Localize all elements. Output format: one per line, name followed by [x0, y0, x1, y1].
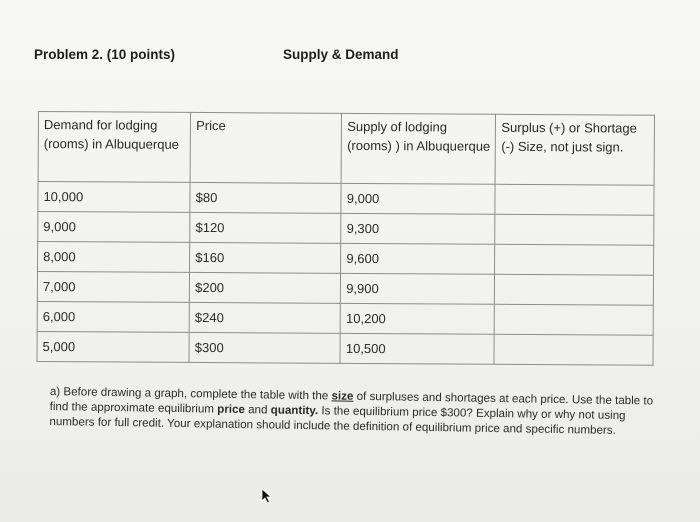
question-instructions [49, 385, 670, 439]
table-header-row [38, 112, 654, 186]
supply-demand-table [36, 111, 655, 366]
cell-demand: 5,000 [37, 331, 189, 362]
emphasis-quantity: quantity. [270, 403, 319, 418]
cell-surplus [495, 214, 654, 245]
header-supply: Supply of lodging (rooms) ) in Albuquerque [341, 113, 496, 184]
table-row [38, 182, 654, 216]
cell-supply: 9,300 [341, 213, 495, 244]
cell-surplus [494, 334, 653, 365]
page-title: Supply & Demand [283, 47, 399, 62]
instruction-text: Is the equilibrium price $300? Explain why or why not using numbers for full credit. Your explanation should include the definition of equilibrium price and specific numbers. [49, 404, 626, 437]
cell-demand: 10,000 [38, 182, 190, 213]
cell-price: $200 [190, 272, 341, 303]
instruction-text: a) Before drawing a graph, complete the table with the [49, 385, 332, 403]
cell-surplus [495, 274, 654, 305]
instruction-text: and [244, 402, 271, 417]
emphasis-price: price [217, 402, 246, 416]
header-demand: Demand for lodging (rooms) in Albuquerque [38, 112, 191, 183]
header-price: Price [190, 112, 342, 183]
cell-price: $80 [190, 182, 341, 213]
table-row [37, 272, 653, 306]
instruction-text: of surpluses and shortages at each price. Use the table to find the approximate equilibrium [49, 389, 654, 416]
cell-supply: 10,200 [340, 303, 494, 334]
cell-supply: 9,900 [341, 273, 495, 304]
cell-price: $160 [190, 242, 341, 273]
cell-price: $300 [189, 332, 340, 363]
cell-demand: 9,000 [38, 212, 190, 243]
cell-price: $240 [189, 302, 340, 333]
cell-surplus [495, 304, 654, 335]
table-row [37, 331, 653, 365]
cell-demand: 8,000 [38, 242, 190, 273]
cell-supply: 9,000 [341, 183, 495, 214]
cell-demand: 6,000 [37, 301, 189, 332]
mouse-cursor-icon [261, 488, 273, 504]
cell-demand: 7,000 [37, 272, 189, 303]
cell-price: $120 [190, 212, 341, 243]
header-surplus: Surplus (+) or Shortage (-) Size, not just sign. [496, 114, 655, 185]
table-row [38, 212, 654, 246]
problem-heading: Problem 2. (10 points) [34, 47, 176, 62]
cell-supply: 10,500 [340, 333, 494, 364]
table-row [38, 242, 654, 276]
table-row [37, 301, 653, 335]
emphasis-size: size [331, 389, 354, 403]
cell-surplus [495, 244, 654, 275]
cell-supply: 9,600 [341, 243, 495, 274]
cell-surplus [495, 184, 654, 215]
